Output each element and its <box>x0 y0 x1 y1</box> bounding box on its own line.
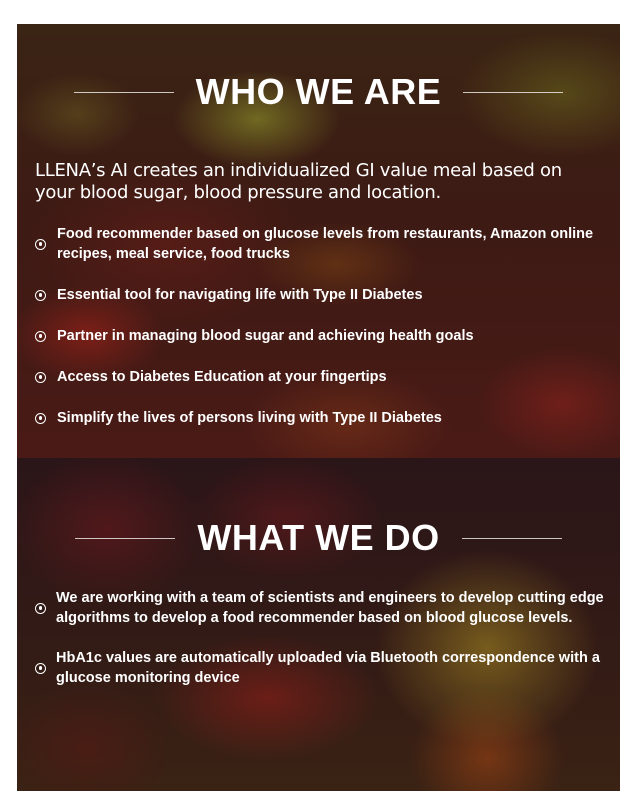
radio-circle-icon <box>35 413 46 424</box>
radio-circle-icon <box>35 603 46 614</box>
content-frame <box>17 24 620 791</box>
heading-divider-left <box>74 92 174 93</box>
list-item <box>35 326 605 346</box>
who-we-are-heading: WHO WE ARE <box>195 71 442 112</box>
who-we-are-list <box>35 224 605 449</box>
list-item <box>35 588 610 628</box>
list-item-text: Partner in managing blood sugar and achieving health goals <box>57 328 474 344</box>
list-item-text: Essential tool for navigating life with Type II Diabetes <box>57 287 423 303</box>
radio-circle-icon <box>35 663 46 674</box>
list-item <box>35 408 605 428</box>
what-we-do-list <box>35 588 610 708</box>
list-item-text: Simplify the lives of persons living with Type II Diabetes <box>57 410 442 426</box>
what-we-do-heading: WHAT WE DO <box>197 517 440 558</box>
who-we-are-section <box>17 24 620 458</box>
list-item-text: We are working with a team of scientists and engineers to develop cutting edge algorithms to develop a food recommender based on blood glucose levels. <box>56 590 604 626</box>
list-item-text: HbA1c values are automatically uploaded via Bluetooth correspondence with a glucose monitoring device <box>56 650 600 686</box>
heading-divider-left <box>75 538 175 539</box>
list-item-text: Food recommender based on glucose levels from restaurants, Amazon online recipes, meal service, food trucks <box>57 226 594 262</box>
heading-divider-right <box>463 92 563 93</box>
what-we-do-section <box>17 458 620 791</box>
heading-divider-right <box>462 538 562 539</box>
who-we-are-heading-row <box>17 70 620 114</box>
list-item <box>35 367 605 387</box>
list-item-text: Access to Diabetes Education at your fingertips <box>57 369 387 385</box>
radio-circle-icon <box>35 331 46 342</box>
radio-circle-icon <box>35 239 46 250</box>
who-we-are-lead: LLENA’s AI creates an individualized GI value meal based on your blood sugar, blood pressure and location. <box>35 160 562 203</box>
what-we-do-heading-row <box>17 516 620 560</box>
radio-circle-icon <box>35 290 46 301</box>
radio-circle-icon <box>35 372 46 383</box>
list-item <box>35 224 605 264</box>
list-item <box>35 285 605 305</box>
list-item <box>35 648 610 688</box>
